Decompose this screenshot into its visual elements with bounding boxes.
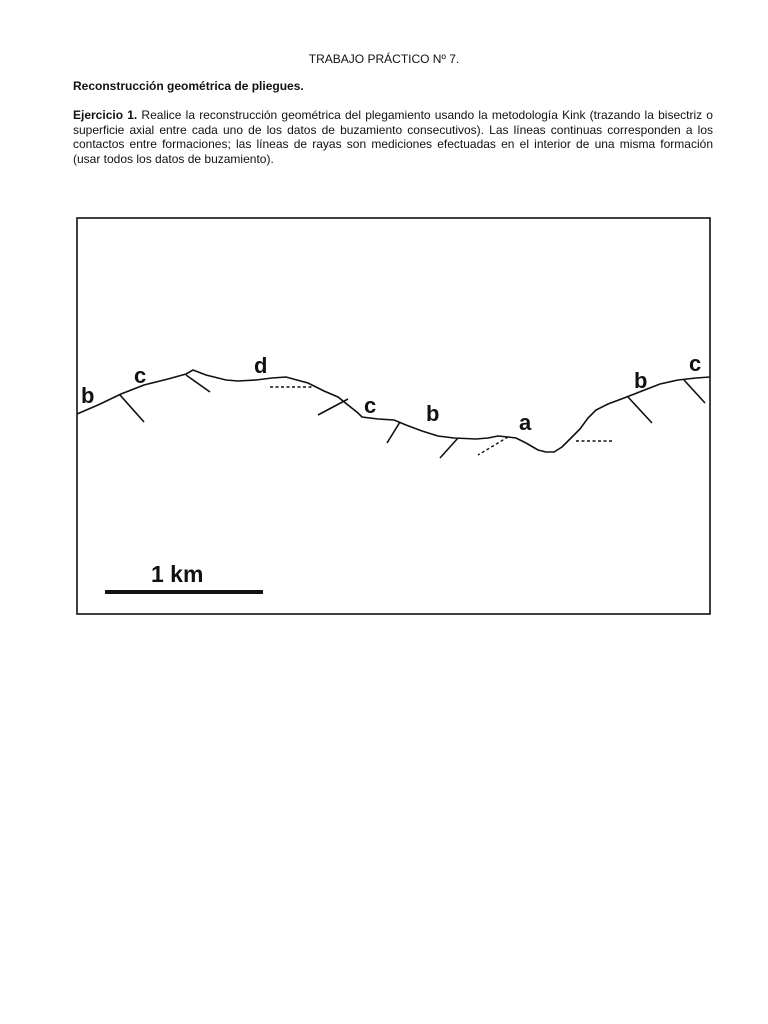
formation-label-b-right: b (634, 368, 648, 393)
exercise-paragraph (73, 108, 713, 166)
exercise-text: Realice la reconstrucción geométrica del plegamiento usando la metodología Kink (trazando la bisectriz o superficie axial entre cada uno de los datos de buzamiento consecutivos). Las líneas continuas corresponden a los contactos entre formaciones; las líneas de rayas son mediciones efectuadas en el interior de una misma formación (usar todos los datos de buzamiento). (73, 108, 713, 166)
formation-label-b-left: b (81, 383, 95, 408)
fold-cross-section-figure (76, 217, 712, 616)
formation-label-a: a (519, 410, 532, 435)
formation-label-b-middle: b (426, 401, 440, 426)
scale-bar (105, 590, 263, 594)
cross-section-svg (76, 217, 712, 616)
exercise-label: Ejercicio 1. (73, 108, 138, 122)
figure-frame (77, 218, 710, 614)
formation-label-c-middle: c (364, 393, 377, 418)
page-title: TRABAJO PRÁCTICO Nº 7. (308, 52, 460, 66)
formation-label-d: d (254, 353, 268, 378)
scale-bar-label: 1 km (151, 561, 204, 587)
formation-label-c-right: c (689, 351, 702, 376)
formation-label-c-left: c (134, 363, 147, 388)
section-subtitle: Reconstrucción geométrica de pliegues. (73, 79, 304, 93)
